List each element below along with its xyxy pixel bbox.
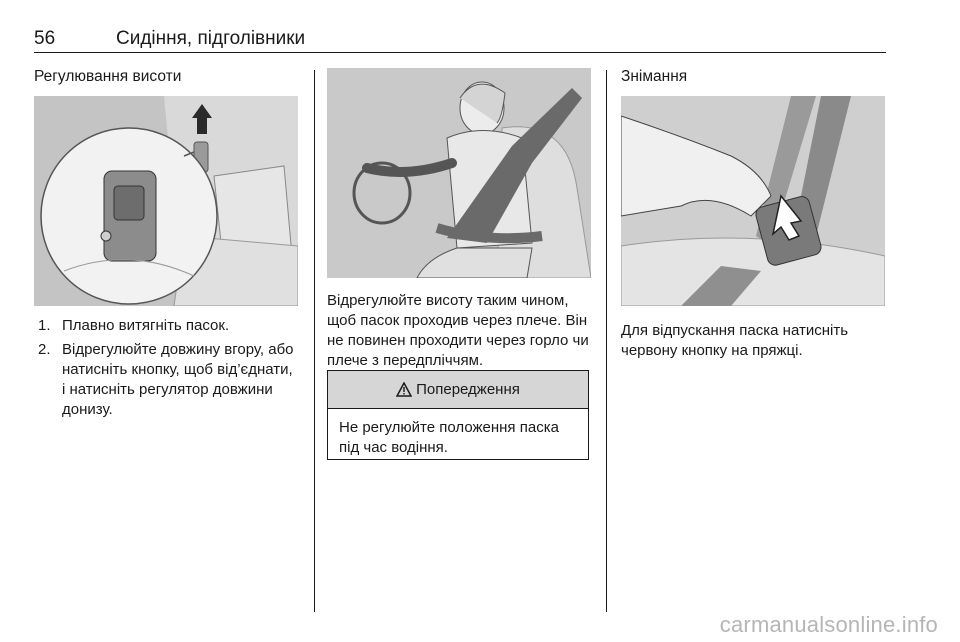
warning-triangle-icon [396,382,412,397]
buckle-release-figure [621,96,885,306]
warning-title: Попередження [416,381,520,398]
height-adjuster-figure [34,96,298,306]
warning-text: Не регулюйте положення паска під час водіння. [339,419,559,456]
watermark: carmanualsonline.info [719,612,938,637]
page-number: 56 [34,28,56,49]
step-text: Плавно витягніть пасок. [62,317,230,334]
step-item [38,316,300,336]
step-number: 2. [38,341,51,358]
column-divider-right [606,70,607,612]
warning-header [328,371,588,409]
middle-paragraph: Відрегулюйте висоту таким чином, щоб пасок проходив через плече. Він не повинен проходити через горло чи плече з передпліччям. [327,292,589,369]
step-number: 1. [38,317,51,334]
adjustment-steps [38,316,300,420]
column-divider-left [314,70,315,612]
step-item [38,340,300,420]
page-title: Сидіння, підголівники [116,28,306,49]
warning-box [327,370,589,460]
step-text: Відрегулюйте довжину вгору, або натисніть кнопку, щоб від’єднати, і натисніть регулятор довжини донизу. [62,341,294,418]
driver-seatbelt-figure [327,68,591,278]
header-rule [34,52,886,53]
section-heading-removal: Знімання [621,68,688,85]
right-paragraph: Для відпускання паска натисніть червону кнопку на пряжці. [621,322,849,359]
section-heading-height-adjustment: Регулювання висоти [34,68,182,85]
